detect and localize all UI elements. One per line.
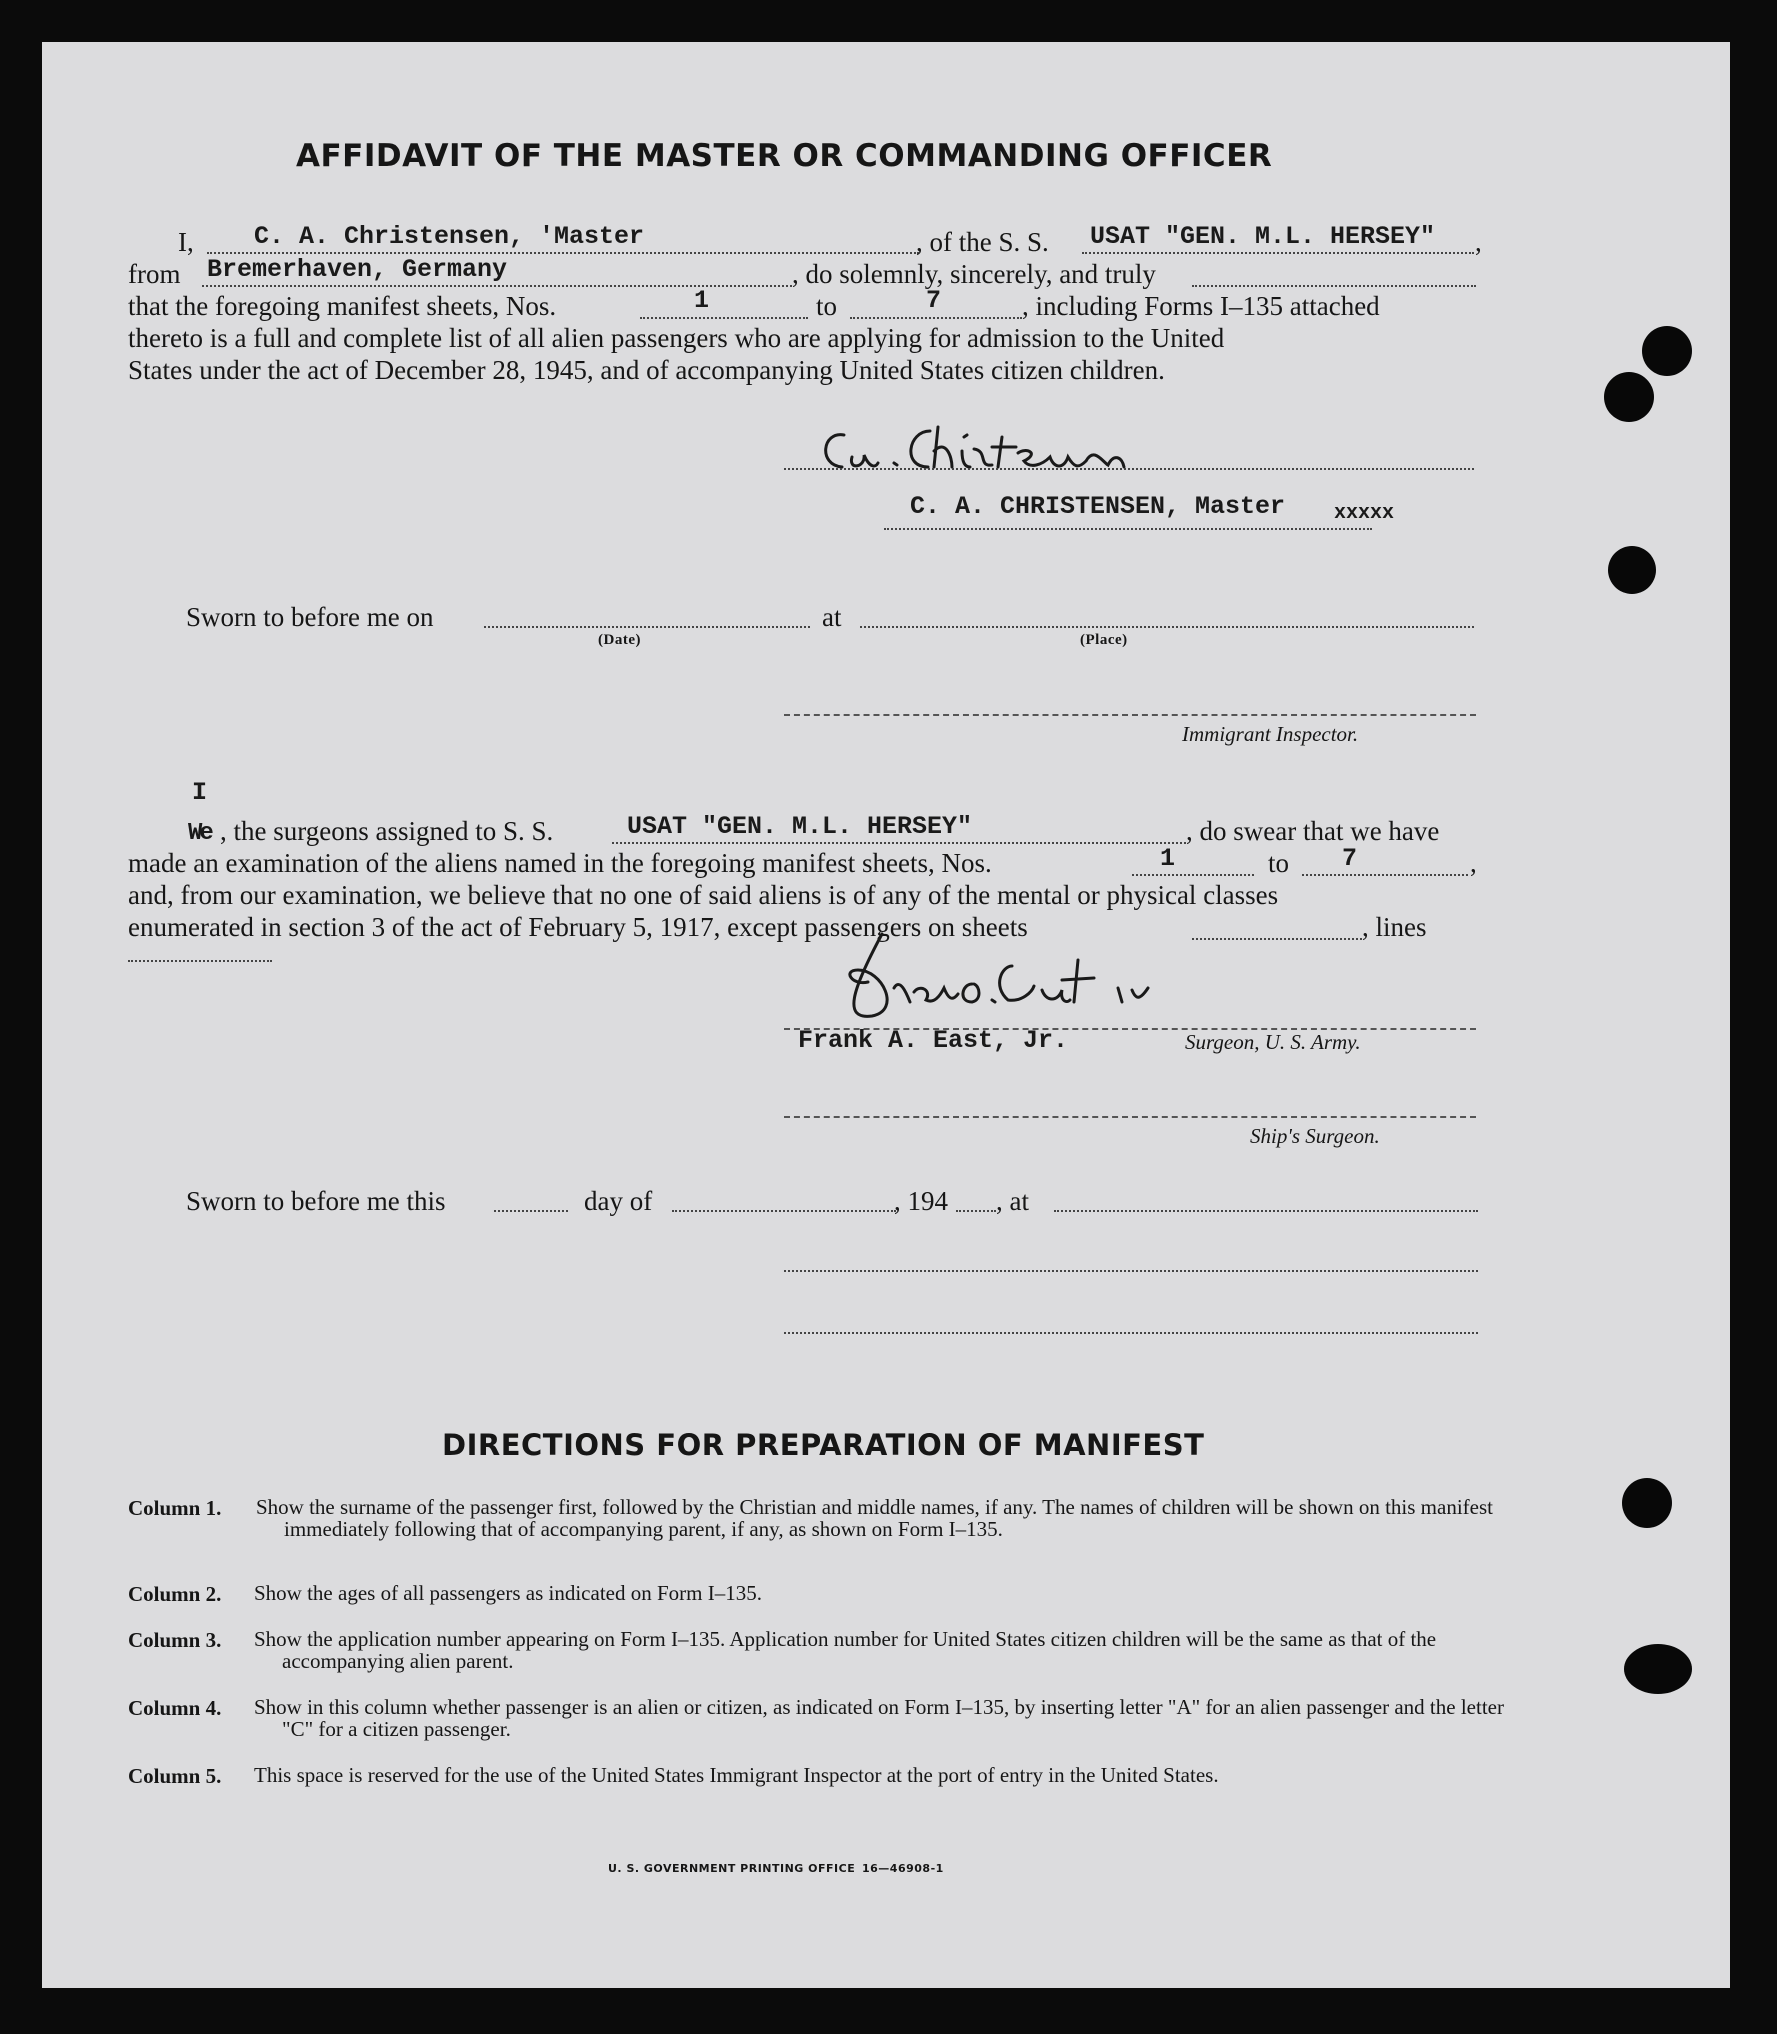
surgeon-sheet-from: 1 [1160, 844, 1176, 873]
surgeon-line4-suffix: , lines [1362, 912, 1427, 942]
printer-imprint: U. S. GOVERNMENT PRINTING OFFICE [608, 1862, 856, 1875]
comma: , [1475, 227, 1482, 257]
column-3-label: Column 3. [128, 1628, 222, 1652]
year-text: , 194 [894, 1186, 948, 1216]
punch-hole [1622, 1478, 1672, 1528]
punch-hole [1642, 326, 1692, 376]
officer-signature-line [784, 1270, 1478, 1272]
inspector-signature-line [784, 714, 1476, 716]
master-name-underline [884, 528, 1372, 530]
master-signature-name: C. A. CHRISTENSEN, Master [910, 492, 1286, 521]
ships-surgeon-line [784, 1116, 1476, 1118]
surgeon-sheet-from-line [1132, 874, 1254, 876]
we-mark: We [188, 820, 211, 847]
ship-name-line [1082, 252, 1474, 254]
surgeon-comma: , [1470, 848, 1477, 878]
solemnly-text: , do solemnly, sincerely, and truly [792, 259, 1156, 289]
army-surgeon-label: Surgeon, U. S. Army. [1185, 1030, 1361, 1054]
sworn-date-line [484, 626, 810, 628]
punch-hole [1624, 1644, 1692, 1694]
date-caption: (Date) [598, 632, 641, 648]
surgeon-line3: and, from our examination, we believe that no one of said aliens is of any of the mental or physical classes [128, 880, 1279, 910]
punch-hole [1604, 372, 1654, 422]
sworn-place-line [860, 626, 1474, 628]
immigrant-inspector-label: Immigrant Inspector. [1182, 722, 1359, 746]
surgeon-ship-typed: USAT "GEN. M.L. HERSEY" [627, 812, 973, 841]
manifest-sheets-text: that the foregoing manifest sheets, Nos. [128, 291, 557, 321]
affidavit-line5: States under the act of December 28, 1945, and of accompanying United States citizen children. [128, 355, 1165, 385]
column-5-text: This space is reserved for the use of the United States Immigrant Inspector at the port of entry in the United States. [254, 1763, 1219, 1787]
directions-title: DIRECTIONS FOR PREPARATION OF MANIFEST [442, 1428, 1205, 1462]
sheet-from-typed: 1 [694, 286, 710, 315]
column-1-text: Show the surname of the passenger first, followed by the Christian and middle names, if any. The names of children will be shown on this manifest immediately following that of accompanying parent, if any, as shown on Form I–135. [256, 1495, 1493, 1541]
sheet-to-typed: 7 [926, 286, 942, 315]
to-label: to [816, 291, 838, 321]
surgeon-to-label: to [1268, 848, 1290, 878]
sworn-day-line [494, 1210, 568, 1212]
sworn-at-text: at [822, 602, 842, 632]
surgeon-ship-line [612, 842, 1186, 844]
punch-hole [1608, 546, 1656, 594]
column-4-text: Show in this column whether passenger is an alien or citizen, as indicated on Form I–135, by inserting letter "A" for an alien passenger and the letter "C" for a citizen passenger. [254, 1695, 1504, 1741]
affidavit-line4: thereto is a full and complete list of all alien passengers who are applying for admission to the United [128, 323, 1225, 353]
master-signature-line [784, 468, 1474, 470]
strikeout-mark: xxxxx [1334, 502, 1395, 525]
sworn-surgeon-text: Sworn to before me this [186, 1186, 446, 1216]
master-name-line [207, 252, 919, 254]
of-the-ss-text: , of the S. S. [916, 227, 1049, 257]
column-4-label: Column 4. [128, 1696, 222, 1720]
surgeon-line1-suffix: , do swear that we have [1186, 816, 1440, 846]
from-label: from [128, 259, 181, 289]
surgeon-line4: enumerated in section 3 of the act of February 5, 1917, except passengers on sheets [128, 912, 1028, 942]
place-caption: (Place) [1080, 632, 1128, 648]
lines-blank [128, 960, 272, 962]
sworn-surgeon-place-line [1054, 1210, 1478, 1212]
ship-name-typed: USAT "GEN. M.L. HERSEY" [1090, 222, 1436, 251]
sheet-from-line [640, 317, 808, 319]
master-name-typed: C. A. Christensen, 'Master [254, 222, 645, 251]
surgeon-sheet-to-line [1302, 874, 1468, 876]
solemnly-blank [1192, 285, 1476, 287]
column-1-label: Column 1. [128, 1496, 222, 1520]
surgeon-sheet-to: 7 [1342, 844, 1358, 873]
column-2-label: Column 2. [128, 1582, 222, 1606]
affidavit-title: AFFIDAVIT OF THE MASTER OR COMMANDING OFFICER [296, 138, 1273, 174]
master-signature [812, 417, 1272, 487]
i-mark: I [192, 778, 208, 807]
intro-i: I, [178, 227, 194, 257]
column-3-text: Show the application number appearing on Form I–135. Application number for United States citizen children will be the same as that of the accompanying alien parent. [254, 1627, 1437, 1673]
document-page [42, 42, 1730, 1988]
forms-text: , including Forms I–135 attached [1022, 291, 1380, 321]
sheet-to-line [850, 317, 1022, 319]
from-place-typed: Bremerhaven, Germany [207, 255, 508, 284]
column-5-label: Column 5. [128, 1764, 222, 1788]
surgeon-signature [822, 930, 1302, 1030]
day-of-text: day of [584, 1186, 653, 1216]
sworn-master-text: Sworn to before me on [186, 602, 434, 632]
surgeon-line2: made an examination of the aliens named in the foregoing manifest sheets, Nos. [128, 848, 992, 878]
ships-surgeon-label: Ship's Surgeon. [1250, 1124, 1380, 1148]
officer-title-line [784, 1332, 1478, 1334]
surgeon-name-typed: Frank A. East, Jr. [798, 1026, 1069, 1055]
surgeon-line1: , the surgeons assigned to S. S. [220, 816, 554, 846]
sworn-month-line [672, 1210, 896, 1212]
sworn-surgeon-at: , at [996, 1186, 1029, 1216]
form-code: 16—46908-1 [862, 1862, 944, 1875]
sworn-year-line [956, 1210, 996, 1212]
column-2-text: Show the ages of all passengers as indicated on Form I–135. [254, 1581, 762, 1605]
